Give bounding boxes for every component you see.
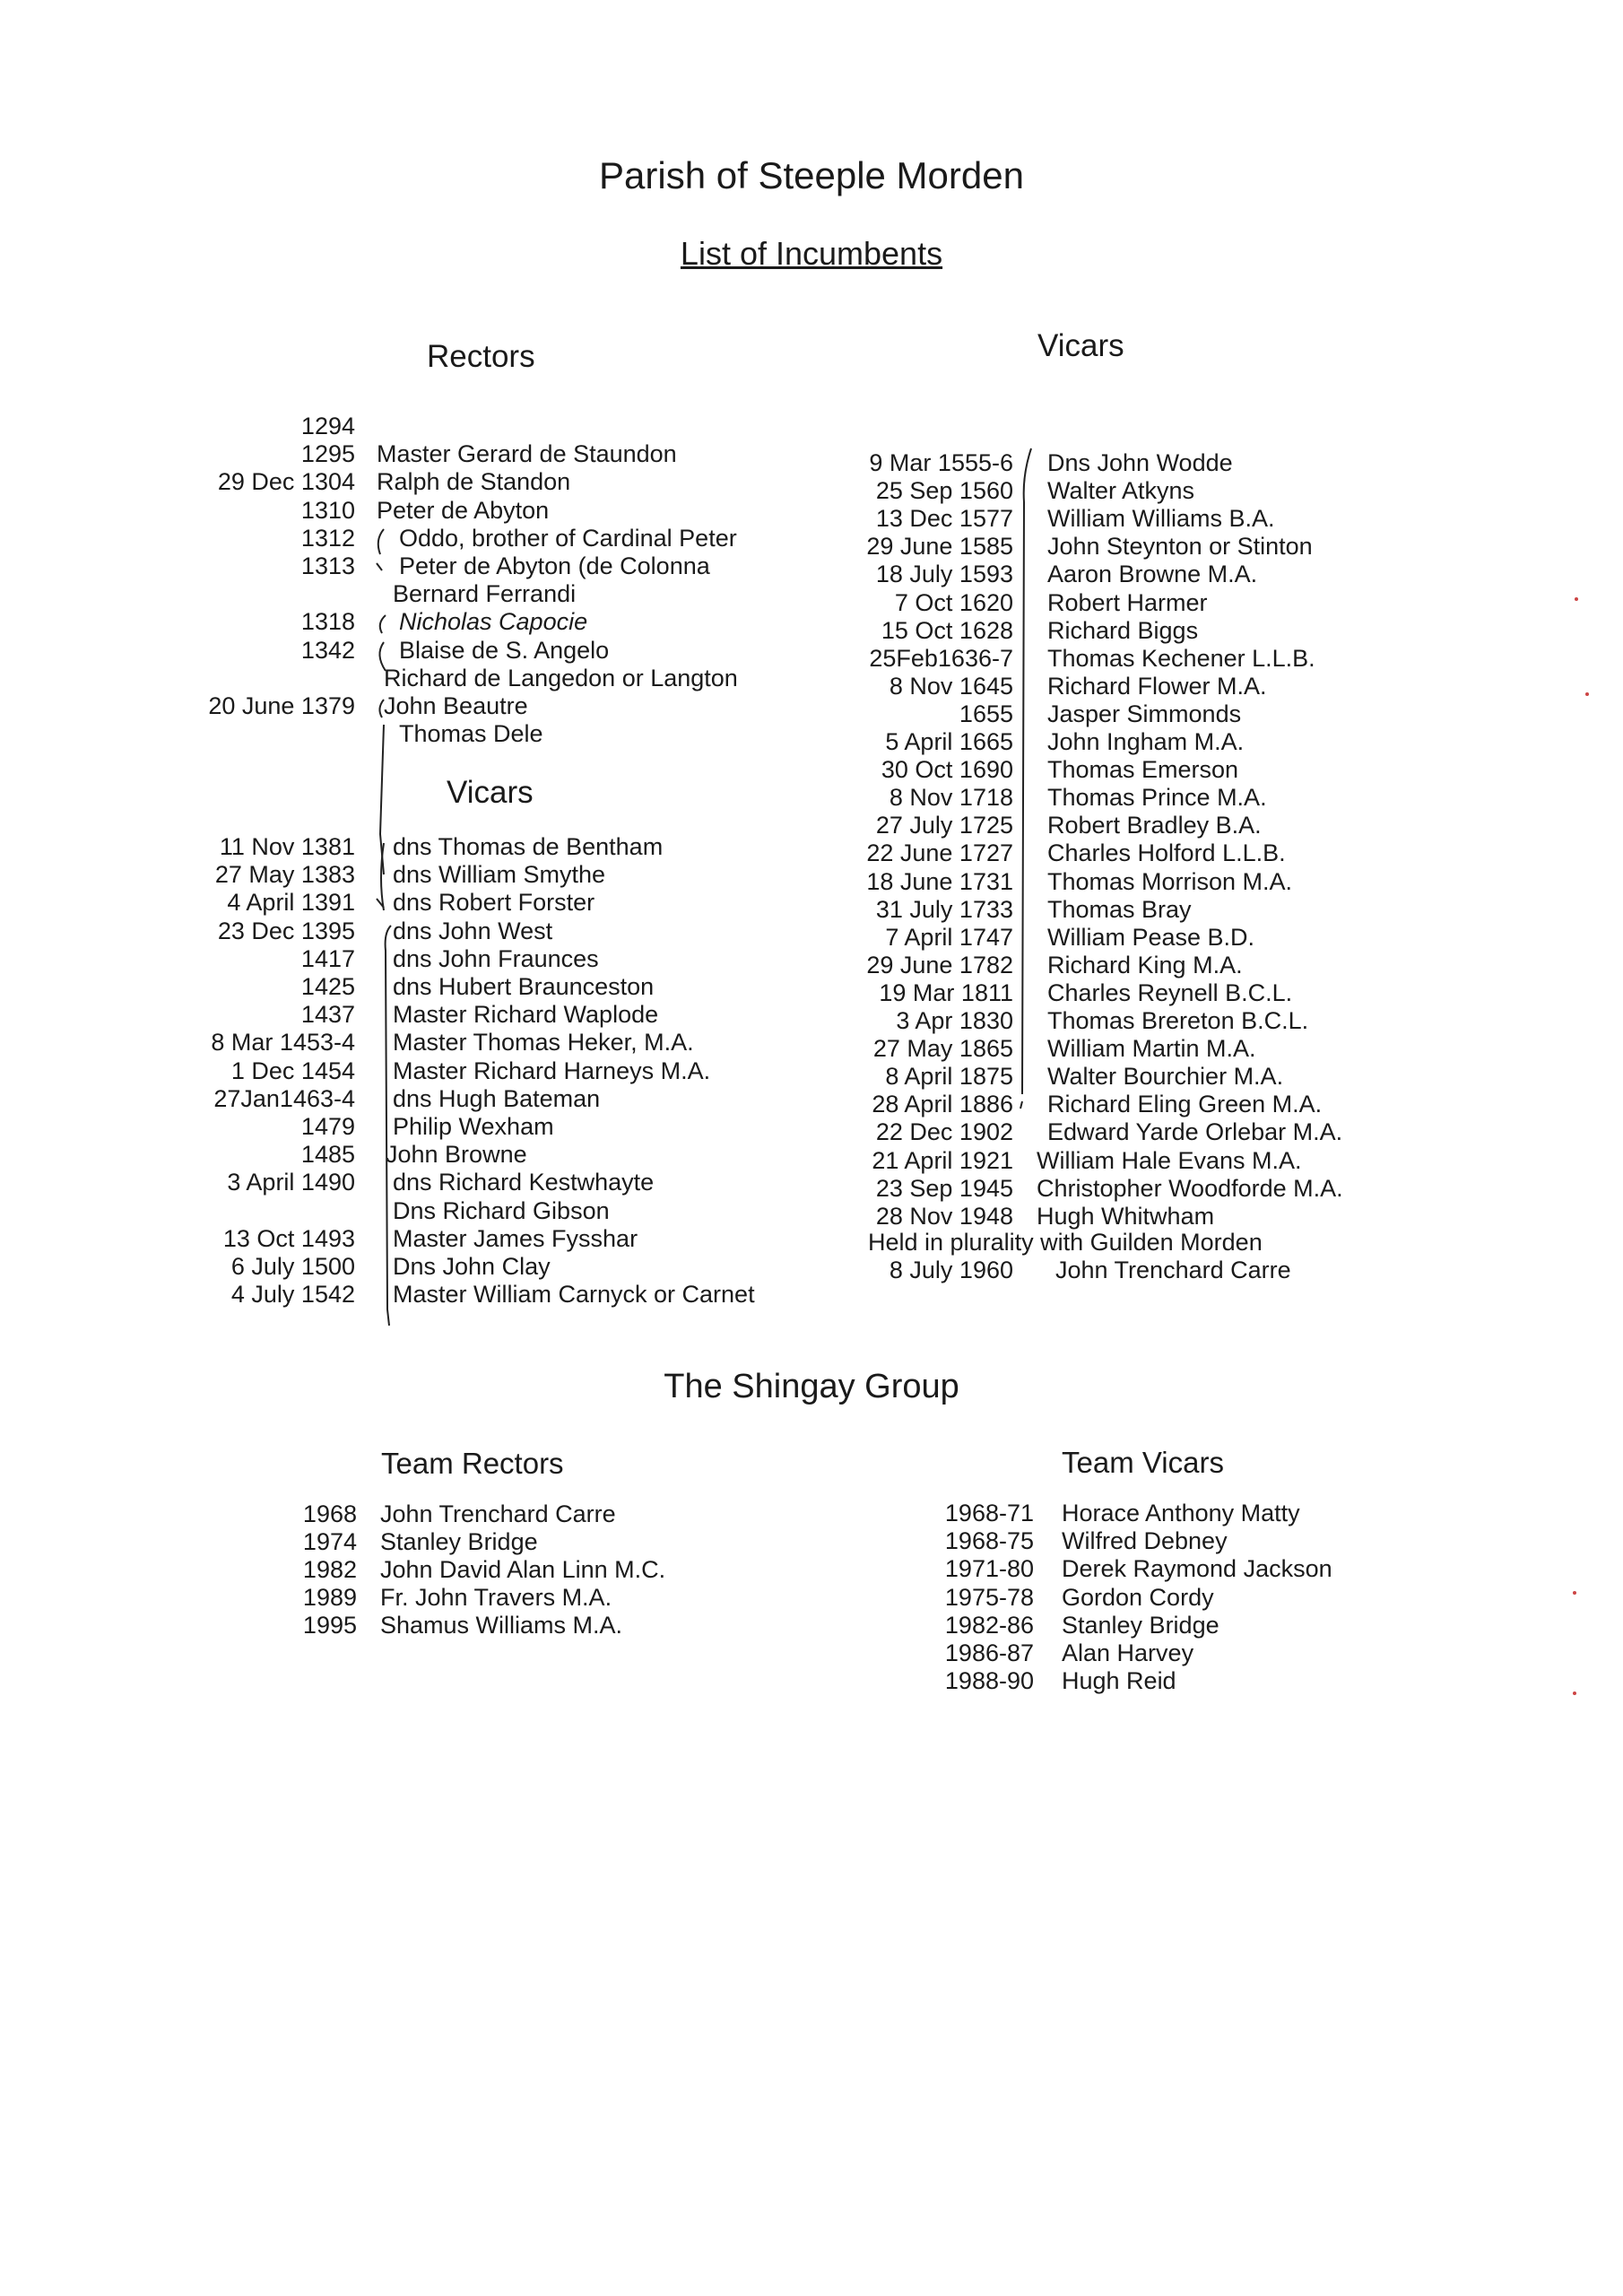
- bracket-blaise: [379, 642, 386, 671]
- rector-row-date: 1310: [300, 496, 355, 524]
- later-vicar-row-date: 7 Oct 1620: [894, 588, 1013, 616]
- team-rector-row-name: Stanley Bridge: [380, 1528, 538, 1555]
- scan-mark: [1575, 597, 1578, 601]
- later-vicar-row-name: Walter Bourchier M.A.: [1047, 1063, 1284, 1091]
- later-vicar-row-date: 25 Sep 1560: [875, 477, 1013, 505]
- later-vicar-row-date: 28 April 1886: [872, 1091, 1013, 1118]
- later-vicar-row-name: Richard Flower M.A.: [1047, 672, 1267, 700]
- team-rector-row-date: 1982: [302, 1556, 357, 1583]
- final-vicar-name: John Trenchard Carre: [1055, 1257, 1291, 1283]
- later-vicar-row-name: William Williams B.A.: [1047, 505, 1275, 533]
- early-vicar-row-name: Master Thomas Heker, M.A.: [393, 1029, 694, 1057]
- bracket-oddo-tick: [377, 563, 382, 570]
- later-vicar-row-date: 8 Nov 1645: [889, 672, 1013, 700]
- early-vicar-row-name: Master James Fysshar: [393, 1224, 638, 1252]
- rector-row-name: John Beautre: [384, 692, 528, 719]
- early-vicar-row-date: 13 Oct 1493: [222, 1224, 355, 1252]
- later-vicar-row-name: Thomas Kechener L.L.B.: [1047, 644, 1315, 672]
- later-vicar-row-date: 29 June 1782: [866, 951, 1013, 978]
- later-vicar-row-date: 22 Dec 1902: [875, 1118, 1013, 1146]
- team-vicars-heading: Team Vicars: [1062, 1446, 1224, 1479]
- scan-mark: [1573, 1591, 1576, 1595]
- rector-row-date: 1312: [300, 524, 355, 552]
- early-vicar-row-date: 27 May 1383: [214, 861, 355, 889]
- bracket-later-vicars-1: [1022, 448, 1031, 1094]
- team-rector-row-name: John Trenchard Carre: [380, 1500, 616, 1527]
- rector-row-name: Master Gerard de Staundon: [377, 440, 677, 468]
- later-vicar-row-date: 5 April 1665: [885, 728, 1013, 755]
- early-vicar-row-date: 23 Dec 1395: [217, 917, 355, 944]
- later-vicar-row-date: 30 Oct 1690: [881, 756, 1013, 784]
- early-vicar-row-date: 1425: [300, 973, 355, 1000]
- team-vicar-row-name: Wilfred Debney: [1062, 1527, 1228, 1555]
- early-vicar-row-name: dns Hubert Braunceston: [393, 973, 655, 1000]
- early-vicar-row-date: 4 April 1391: [227, 889, 355, 917]
- later-vicar-row-name: Richard Biggs: [1047, 616, 1199, 644]
- scan-mark: [1585, 692, 1589, 696]
- subtitle-text: List of Incumbents: [680, 235, 943, 272]
- early-vicar-row-date: 8 Mar 1453-4: [211, 1029, 355, 1057]
- team-vicar-row-name: Alan Harvey: [1062, 1639, 1194, 1666]
- later-vicar-row-name: Dns John Wodde: [1047, 449, 1233, 476]
- later-vicar-row-date: 19 Mar 1811: [879, 978, 1013, 1006]
- early-vicar-row-date: 1417: [300, 944, 355, 972]
- early-vicar-row-name: dns Thomas de Bentham: [393, 833, 664, 860]
- early-vicar-row-date: 3 April 1490: [227, 1169, 355, 1196]
- team-rector-row-date: 1989: [302, 1584, 357, 1611]
- team-rector-row-date: 1968: [302, 1500, 357, 1527]
- rector-row-name: Peter de Abyton: [377, 496, 550, 524]
- early-vicar-row-name: dns Richard Kestwhayte: [393, 1169, 655, 1196]
- early-vicar-row-name: John Browne: [386, 1141, 527, 1169]
- later-vicar-row-name: Thomas Prince M.A.: [1047, 784, 1267, 812]
- early-vicar-row-name: dns William Smythe: [393, 861, 606, 889]
- later-vicar-row-name: Hugh Whitwham: [1037, 1202, 1215, 1230]
- later-vicar-row-name: Walter Atkyns: [1047, 477, 1195, 505]
- later-vicars-heading: Vicars: [1037, 328, 1124, 363]
- bracket-early-vicars-3: [386, 926, 391, 1326]
- bracket-capocie: [380, 615, 386, 633]
- early-vicar-row-name: Master Richard Harneys M.A.: [393, 1057, 711, 1084]
- team-vicar-row-name: Derek Raymond Jackson: [1062, 1555, 1332, 1583]
- later-vicar-row-date: 9 Mar 1555-6: [869, 449, 1013, 476]
- team-vicar-row-date: 1968-71: [944, 1500, 1034, 1526]
- rector-row-date: 29 Dec 1304: [217, 468, 355, 496]
- later-vicar-row-name: Richard King M.A.: [1047, 951, 1243, 978]
- team-vicar-row-name: Stanley Bridge: [1062, 1611, 1219, 1639]
- later-vicar-row-name: Richard Eling Green M.A.: [1047, 1091, 1323, 1118]
- team-rector-row-name: Fr. John Travers M.A.: [380, 1584, 612, 1611]
- later-vicar-row-name: Charles Holford L.L.B.: [1047, 839, 1286, 867]
- early-vicar-row-date: 1 Dec 1454: [230, 1057, 355, 1084]
- early-vicars-heading: Vicars: [447, 775, 534, 810]
- bracket-beautre: [379, 700, 384, 718]
- later-vicar-row-date: 1655: [959, 700, 1013, 727]
- early-vicar-row-date: 1437: [300, 1001, 355, 1029]
- team-rectors-heading: Team Rectors: [381, 1447, 564, 1480]
- later-vicar-row-name: Jasper Simmonds: [1047, 700, 1242, 727]
- team-rector-row-name: Shamus Williams M.A.: [380, 1612, 623, 1639]
- early-vicar-row-date: 27Jan1463-4: [213, 1084, 355, 1112]
- rector-row-name: Oddo, brother of Cardinal Peter: [399, 524, 737, 552]
- later-vicar-row-date: 18 June 1731: [866, 867, 1013, 895]
- later-vicar-row-date: 28 Nov 1948: [875, 1202, 1013, 1230]
- rector-row-name: Richard de Langedon or Langton: [384, 664, 738, 691]
- early-vicar-row-name: Master Richard Waplode: [393, 1001, 659, 1029]
- later-vicar-row-name: William Martin M.A.: [1047, 1035, 1256, 1063]
- rectors-heading: Rectors: [427, 339, 535, 374]
- team-vicar-row-date: 1988-90: [944, 1667, 1034, 1695]
- later-vicar-row-date: 23 Sep 1945: [875, 1174, 1013, 1202]
- later-vicar-row-name: Edward Yarde Orlebar M.A.: [1047, 1118, 1343, 1146]
- rector-row-name: Peter de Abyton (de Colonna: [399, 552, 710, 579]
- later-vicar-row-date: 15 Oct 1628: [881, 616, 1013, 644]
- rector-row-date: 1313: [300, 552, 355, 579]
- early-vicar-row-name: Dns Richard Gibson: [393, 1196, 610, 1224]
- later-vicar-row-date: 27 July 1725: [875, 812, 1013, 839]
- rector-row-date: 1318: [300, 608, 355, 636]
- later-vicar-row-date: 8 Nov 1718: [889, 784, 1013, 812]
- team-vicar-row-name: Gordon Cordy: [1062, 1583, 1214, 1611]
- later-vicar-row-date: 7 April 1747: [885, 923, 1013, 951]
- early-vicar-row-name: dns John West: [393, 917, 553, 944]
- team-vicar-row-date: 1968-75: [944, 1527, 1034, 1555]
- later-vicar-row-date: 25Feb1636-7: [869, 644, 1013, 672]
- later-vicar-row-name: Charles Reynell B.C.L.: [1047, 978, 1293, 1006]
- later-vicar-row-name: William Pease B.D.: [1047, 923, 1255, 951]
- later-vicar-row-date: 22 June 1727: [866, 839, 1013, 867]
- early-vicar-row-name: Master William Carnyck or Carnet: [393, 1281, 755, 1309]
- later-vicar-row-date: 18 July 1593: [875, 561, 1013, 588]
- scan-mark: [1573, 1692, 1576, 1695]
- team-vicar-row-date: 1982-86: [944, 1611, 1034, 1639]
- later-vicar-row-name: John Ingham M.A.: [1047, 728, 1245, 755]
- later-vicar-row-name: Robert Bradley B.A.: [1047, 812, 1262, 839]
- page-title: Parish of Steeple Morden: [599, 154, 1024, 196]
- early-vicar-row-date: 1479: [300, 1113, 355, 1140]
- later-vicar-row-date: 31 July 1733: [875, 895, 1013, 923]
- early-vicar-row-date: 1485: [300, 1141, 355, 1169]
- later-vicar-row-name: Aaron Browne M.A.: [1047, 561, 1258, 588]
- early-vicar-row-date: 11 Nov 1381: [219, 833, 355, 860]
- team-vicar-row-date: 1975-78: [944, 1583, 1034, 1611]
- later-vicar-row-name: Christopher Woodforde M.A.: [1037, 1174, 1343, 1202]
- later-vicar-row-date: 29 June 1585: [866, 533, 1013, 561]
- rector-row-name: Blaise de S. Angelo: [399, 636, 610, 664]
- early-vicar-row-name: dns Robert Forster: [393, 889, 595, 917]
- bracket-later-vicars-2: [1020, 1101, 1022, 1109]
- later-vicar-row-date: 8 April 1875: [885, 1063, 1013, 1091]
- later-vicar-row-date: 21 April 1921: [872, 1146, 1013, 1174]
- rector-row-name: Bernard Ferrandi: [393, 580, 577, 608]
- bracket-oddo: [378, 529, 384, 554]
- later-vicar-row-date: 13 Dec 1577: [875, 505, 1013, 533]
- later-vicar-row-name: Thomas Morrison M.A.: [1047, 867, 1293, 895]
- early-vicar-row-date: 4 July 1542: [230, 1281, 355, 1309]
- team-rector-row-date: 1995: [302, 1612, 357, 1639]
- rector-row-name: Nicholas Capocie: [399, 608, 588, 636]
- early-vicar-row-date: 6 July 1500: [230, 1253, 355, 1280]
- team-vicar-row-name: Hugh Reid: [1062, 1667, 1176, 1695]
- early-vicar-row-name: dns Hugh Bateman: [393, 1084, 601, 1112]
- rector-row-name: Ralph de Standon: [377, 468, 571, 496]
- later-vicar-row-name: John Steynton or Stinton: [1047, 533, 1313, 561]
- team-vicar-row-date: 1971-80: [944, 1555, 1034, 1583]
- team-vicar-row-name: Horace Anthony Matty: [1062, 1500, 1300, 1526]
- rector-row-date: 20 June 1379: [208, 692, 355, 719]
- later-vicar-row-date: 27 May 1865: [872, 1035, 1013, 1063]
- team-rector-row-name: John David Alan Linn M.C.: [380, 1556, 666, 1583]
- early-vicar-row-name: Philip Wexham: [393, 1113, 554, 1140]
- later-vicar-row-name: William Hale Evans M.A.: [1037, 1146, 1302, 1174]
- team-vicar-row-date: 1986-87: [944, 1639, 1034, 1666]
- later-vicar-row-name: Thomas Bray: [1047, 895, 1192, 923]
- rector-row-date: 1342: [300, 636, 355, 664]
- later-vicar-row-name: Thomas Emerson: [1047, 756, 1239, 784]
- rector-row-date: 1294: [300, 413, 355, 439]
- later-vicar-row-name: Thomas Brereton B.C.L.: [1047, 1007, 1309, 1034]
- early-vicar-row-name: Dns John Clay: [393, 1253, 551, 1280]
- final-vicar-date: 8 July 1960: [889, 1257, 1013, 1283]
- rector-row-date: 1295: [300, 440, 355, 468]
- group-title: The Shingay Group: [664, 1368, 959, 1405]
- later-vicar-row-name: Robert Harmer: [1047, 588, 1208, 616]
- rector-row-name: Thomas Dele: [399, 720, 543, 748]
- team-rector-row-date: 1974: [302, 1528, 357, 1555]
- later-vicar-row-date: 3 Apr 1830: [896, 1007, 1013, 1034]
- early-vicar-row-name: dns John Fraunces: [393, 944, 599, 972]
- plurality-note: Held in plurality with Guilden Morden: [868, 1229, 1263, 1256]
